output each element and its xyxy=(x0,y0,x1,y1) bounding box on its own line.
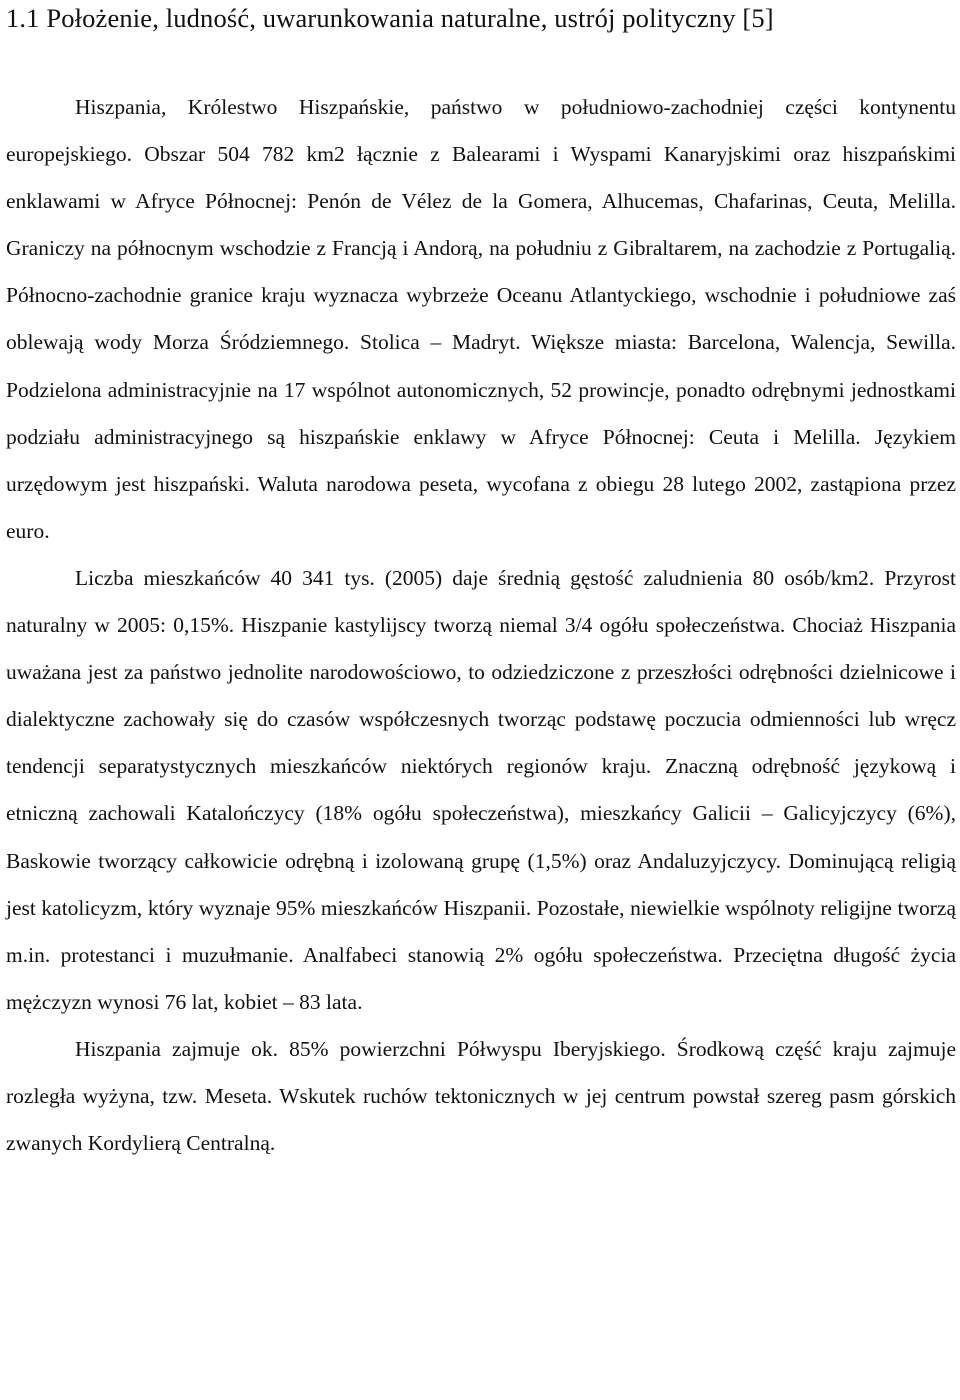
section-heading: 1.1 Położenie, ludność, uwarunkowania naturalne, ustrój polityczny [5] xyxy=(6,3,774,33)
paragraph-geography: Hiszpania, Królestwo Hiszpańskie, państwo w południowo-zachodniej części kontynentu europejskiego. Obszar 504 782 km2 łącznie z Balearami i Wyspami Kanaryjskimi oraz hiszpańskimi enklawami w Afryce Północnej: Penón de Vélez de la Gomera, Alhucemas, Chafarinas, Ceuta, Melilla. Graniczy na północnym wschodzie z Francją i Andorą, na południu z Gibraltarem, na zachodzie z Portugalią. Północno-zachodnie granice kraju wyznacza wybrzeże Oceanu Atlantyckiego, wschodnie i południowe zaś oblewają wody Morza Śródziemnego. Stolica – Madryt. Większe miasta: Barcelona, Walencja, Sewilla. Podzielona administracyjnie na 17 wspólnot autonomicznych, 52 prowincje, ponadto odrębnymi jednostkami podziału administracyjnego są hiszpańskie enklawy w Afryce Północnej: Ceuta i Melilla. Językiem urzędowym jest hiszpański. Waluta narodowa peseta, wycofana z obiegu 28 lutego 2002, zastąpiona przez euro. xyxy=(6,95,956,543)
paragraph-population: Liczba mieszkańców 40 341 tys. (2005) daje średnią gęstość zaludnienia 80 osób/km2. Przyrost naturalny w 2005: 0,15%. Hiszpanie kastylijscy tworzą niemal 3/4 ogółu społeczeństwa. Chociaż Hiszpania uważana jest za państwo jednolite narodowościowo, to odziedziczone z przeszłości odrębności dzielnicowe i dialektyczne zachowały się do czasów współczesnych tworząc podstawę poczucia odmienności lub wręcz tendencji separatystycznych mieszkańców niektórych regionów kraju. Znaczną odrębność językową i etniczną zachowali Katalończycy (18% ogółu społeczeństwa), mieszkańcy Galicii – Galicyjczycy (6%), Baskowie tworzący całkowicie odrębną i izolowaną grupę (1,5%) oraz Andaluzyjczycy. Dominującą religią jest katolicyzm, który wyznaje 95% mieszkańców Hiszpanii. Pozostałe, niewielkie wspólnoty religijne tworzą m.in. protestanci i muzułmanie. Analfabeci stanowią 2% ogółu społeczeństwa. Przeciętna długość życia mężczyzn wynosi 76 lat, kobiet – 83 lata. xyxy=(6,565,956,1014)
paragraph-terrain: Hiszpania zajmuje ok. 85% powierzchni Półwyspu Iberyjskiego. Środkową część kraju zajmuje rozległa wyżyna, tzw. Meseta. Wskutek ruchów tektonicznych w jej centrum powstał szereg pasm górskich zwanych Kordylierą Centralną. xyxy=(6,1036,956,1156)
document-page xyxy=(6,0,956,1167)
